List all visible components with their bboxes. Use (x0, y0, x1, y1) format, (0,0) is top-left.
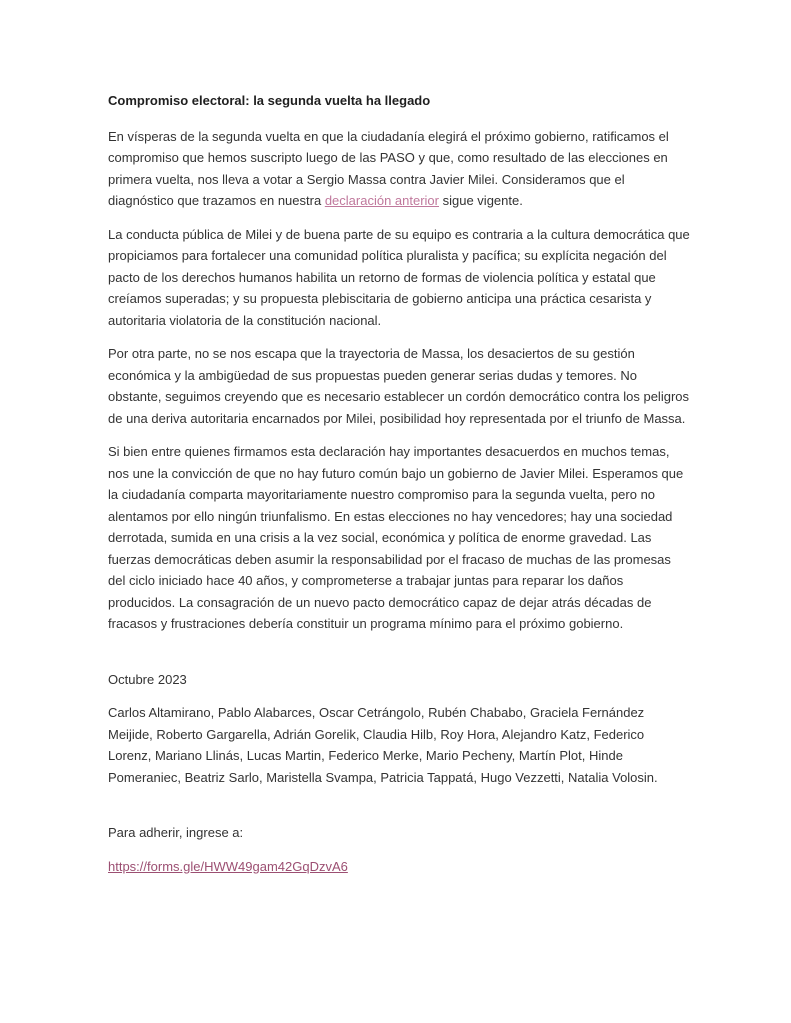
signatories-list: Carlos Altamirano, Pablo Alabarces, Oscar Cetrángolo, Rubén Chababo, Graciela Fernández Meijide, Roberto Gargarella, Adrián Gorelik, Claudia Hilb, Roy Hora, Alejandro Katz, Federico Lorenz, Mariano Llinás, Lucas Martin, Federico Merke, Mario Pecheny, Martín Plot, Hinde Pomeraniec, Beatriz Sarlo, Maristella Svampa, Patricia Tappatá, Hugo Vezzetti, Natalia Volosin. (108, 705, 658, 785)
adhesion-cta-text: Para adherir, ingrese a: (108, 825, 244, 840)
paragraph-intro-text-after: sigue vigente. (439, 193, 523, 208)
paragraph-massa-concerns: Por otra parte, no se nos escapa que la trayectoria de Massa, los desaciertos de su gestión económica y la ambigüedad de sus propuestas pueden generar serias dudas y temores. No obstante, seguimos creyendo que es necesario establecer un cordón democrático contra los peligros de una deriva autoritaria encarnados por Milei, posibilidad hoy representada por el triunfo de Massa. (108, 346, 690, 426)
adhesion-link-paragraph (108, 856, 690, 878)
paragraph-intro (108, 126, 690, 212)
paragraph-intro-text-before: En vísperas de la segunda vuelta en que la ciudadanía elegirá el próximo gobierno, ratificamos el compromiso que hemos suscripto luego de las PASO y que, como resultado de las elecciones en primera vuelta, nos lleva a votar a Sergio Massa contra Javier Milei. Consideramos que el diagnóstico que trazamos en nuestra (108, 128, 669, 208)
paragraph-milei-conduct: La conducta pública de Milei y de buena parte de su equipo es contraria a la cultura democrática que propiciamos para fortalecer una comunidad política pluralista y pacífica; su explícita negación del pacto de los derechos humanos habilita un retorno de formas de violencia política y estatal que creíamos superadas; y su propuesta plebiscitaria de gobierno anticipa una práctica cesarista y autoritaria violatoria de la constitución nacional. (108, 226, 690, 328)
document-date: Octubre 2023 (108, 671, 187, 687)
paragraph-shared-commitment: Si bien entre quienes firmamos esta declaración hay importantes desacuerdos en muchos temas, nos une la convicción de que no hay futuro común bajo un gobierno de Javier Milei. Esperamos que la ciudadanía comparta mayoritariamente nuestro compromiso para la segunda vuelta, pero no alentamos por ello ningún triunfalismo. En estas elecciones no hay vencedores; hay una sociedad derrotada, sumida en una crisis a la vez social, económica y política de enorme gravedad. Las fuerzas democráticas deben asumir la responsabilidad por el fracaso de muchas de las promesas del ciclo iniciado hace 40 años, y comprometerse a trabajar juntas para reparar los daños producidos. La consagración de un nuevo pacto democrático capaz de dejar atrás décadas de fracasos y frustraciones debería constituir un programa mínimo para el próximo gobierno. (108, 444, 684, 631)
adhesion-form-link[interactable]: https://forms.gle/HWW49gam42GqDzvA6 (108, 858, 348, 874)
previous-declaration-link[interactable]: declaración anterior (324, 193, 439, 208)
document-title: Compromiso electoral: la segunda vuelta ha llegado (108, 93, 431, 108)
document-content (108, 90, 690, 877)
